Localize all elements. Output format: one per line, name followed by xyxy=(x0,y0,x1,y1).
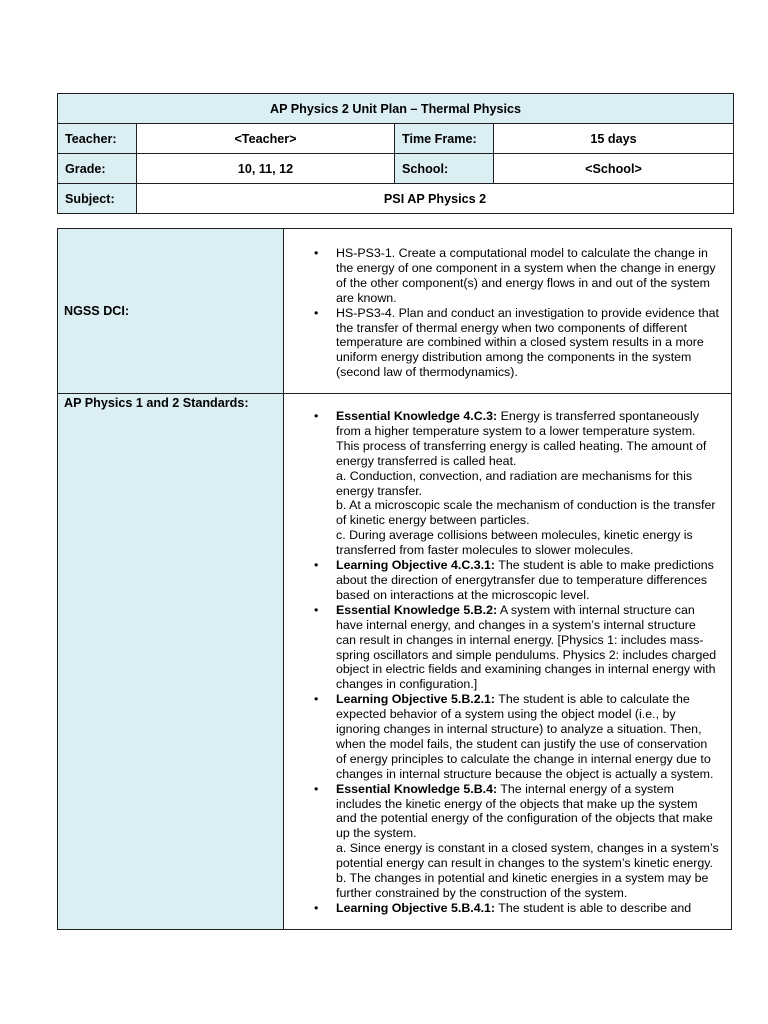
list-item: • HS-PS3-1. Create a computational model to calculate the change in the energy of one component in a system when the change in energy of the other component(s) and energy flows in and out of the system are known. xyxy=(336,246,721,306)
subject-value: PSI AP Physics 2 xyxy=(137,184,734,214)
list-item xyxy=(336,603,719,692)
timeframe-label: Time Frame: xyxy=(395,124,494,154)
sub-point: b. The changes in potential and kinetic energies in a system may be further constrained by the construction of the system. xyxy=(336,871,709,900)
unit-plan-title: AP Physics 2 Unit Plan – Thermal Physics xyxy=(58,94,734,124)
subject-label: Subject: xyxy=(58,184,137,214)
list-item: • HS-PS3-4. Plan and conduct an investigation to provide evidence that the transfer of thermal energy when two components of different temperature are combined within a closed system results in a more uniform energy distribution among the components in the system (second law of thermodynamics). xyxy=(336,306,721,381)
item-text: A system with internal structure can have internal energy, and changes in a system’s internal structure can result in changes in internal energy. [Physics 1: includes mass-spring oscillators and simple pendulums. Physics 2: includes charged object in electric fields and examining changes in internal energy with changes in configuration.] xyxy=(336,602,717,692)
item-text: Energy is transferred spontaneously from a higher temperature system to a lower temperature system. This process of transferring energy is called heating. The amount of energy transferred is called heat. xyxy=(336,409,707,468)
ngss-dci-content xyxy=(284,229,732,394)
item-heading: Learning Objective 4.C.3.1: xyxy=(336,558,496,573)
sub-point: a. Since energy is constant in a closed system, changes in a system’s potential energy can result in changes to the system’s kinetic energy. xyxy=(336,841,719,871)
item-heading: Learning Objective 5.B.2.1: xyxy=(336,692,496,707)
item-heading: Essential Knowledge 4.C.3: xyxy=(336,409,498,423)
item-text: The internal energy of a system includes the kinetic energy of the objects that make up the system and the potential energy of the configuration of the objects that make up the system. xyxy=(336,781,713,841)
list-item xyxy=(336,692,719,781)
school-value: <School> xyxy=(494,154,734,184)
item-text: The student is able to describe and xyxy=(495,900,692,915)
timeframe-value: 15 days xyxy=(494,124,734,154)
ap-standards-list xyxy=(284,394,731,916)
sub-point: a. Conduction, convection, and radiation are mechanisms for this energy transfer. xyxy=(336,468,693,498)
item-text: The student is able to make predictions about the direction of energytransfer due to temperature differences based on interactions at the microscopic level. xyxy=(336,558,714,602)
list-item xyxy=(336,558,719,603)
sub-point: b. At a microscopic scale the mechanism of conduction is the transfer of kinetic energy between particles. xyxy=(336,498,716,528)
list-item xyxy=(336,782,719,901)
ap-standards-label: AP Physics 1 and 2 Standards: xyxy=(58,394,284,930)
ngss-dci-label: NGSS DCI: xyxy=(58,229,284,394)
school-label: School: xyxy=(395,154,494,184)
ngss-list xyxy=(284,229,731,380)
list-item xyxy=(336,409,719,558)
item-heading: Essential Knowledge 5.B.4: xyxy=(336,781,498,796)
item-heading: Learning Objective 5.B.4.1: xyxy=(336,900,496,915)
ap-standards-content xyxy=(284,394,732,930)
list-item xyxy=(336,901,719,916)
unit-plan-header-table xyxy=(57,93,734,214)
grade-value: 10, 11, 12 xyxy=(137,154,395,184)
standards-table xyxy=(57,228,732,930)
grade-label: Grade: xyxy=(58,154,137,184)
teacher-value: <Teacher> xyxy=(137,124,395,154)
sub-point: c. During average collisions between molecules, kinetic energy is transferred from faster molecules to slower molecules. xyxy=(336,528,693,558)
item-heading: Essential Knowledge 5.B.2: xyxy=(336,602,498,617)
item-text: The student is able to calculate the expected behavior of a system using the object model (i.e., by ignoring changes in internal structure) to analyze a situation. Then, when the model fails, the student can justify the use of conservation of energy principles to calculate the change in internal energy due to changes in internal structure because the object is actually a system. xyxy=(336,692,714,781)
teacher-label: Teacher: xyxy=(58,124,137,154)
